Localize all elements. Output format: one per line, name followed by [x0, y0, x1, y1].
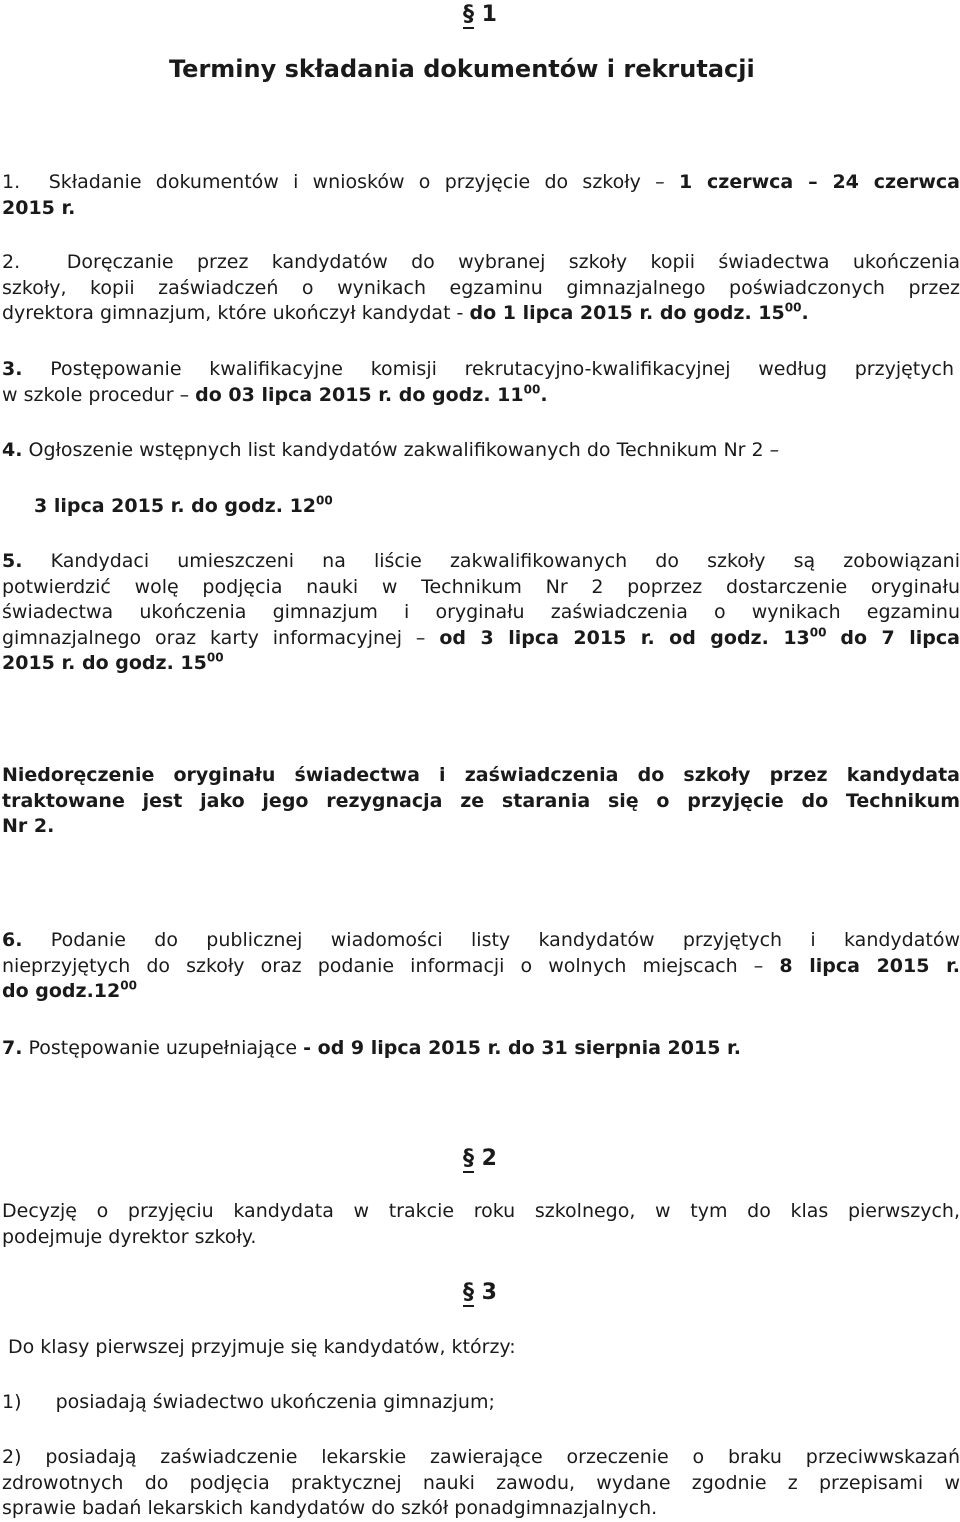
- warning-paragraph: [2, 763, 960, 840]
- item-number: 1.: [2, 171, 21, 193]
- item-text-line: Podanie do publicznej wiadomości listy kandydatów przyjętych i kandydatów: [50, 929, 960, 951]
- schedule-item-6: [2, 928, 960, 1005]
- item-number: 6.: [2, 929, 23, 951]
- item-text-line: gimnazjalnego oraz karty informacyjnej –: [2, 626, 426, 649]
- item-number: 5.: [2, 550, 23, 572]
- requirement-number: 2): [2, 1446, 22, 1468]
- item-number: 2.: [2, 251, 21, 273]
- section-3-heading: [463, 1280, 497, 1305]
- paragraph-sign: §: [463, 2, 474, 27]
- warning-line: Nr 2.: [2, 815, 55, 837]
- item-deadline-minutes: 00: [316, 493, 333, 508]
- schedule-item-5: [2, 549, 960, 677]
- item-text-line: nieprzyjętych do szkoły oraz podanie informacji o wolnych miejscach –: [2, 954, 764, 977]
- schedule-item-7: [2, 1036, 741, 1062]
- paragraph-sign: §: [463, 1280, 474, 1305]
- item-text: Składanie dokumentów i wniosków o przyjęcie do szkoły –: [48, 171, 665, 193]
- item-deadline-minutes: 00: [120, 978, 137, 993]
- item-deadline: 8 lipca 2015 r.: [779, 954, 960, 977]
- warning-line: traktowane jest jako jego rezygnacja ze starania się o przyjęcie do Technikum: [2, 789, 960, 812]
- item-date-year: 2015 r.: [2, 196, 76, 219]
- item-text-line: potwierdzić wolę podjęcia nauki w Technikum Nr 2 poprzez dostarczenie oryginału: [2, 575, 960, 598]
- item-deadline-minutes: 00: [809, 625, 827, 640]
- requirement-text: posiadają świadectwo ukończenia gimnazjum;: [55, 1391, 495, 1413]
- item-date: 1 czerwca – 24 czerwca: [678, 171, 960, 193]
- item-text: Postępowanie uzupełniające: [28, 1037, 298, 1059]
- item-deadline: do 03 lipca 2015 r. do godz. 11: [195, 383, 524, 406]
- requirement-number: 1): [2, 1391, 22, 1413]
- item-deadline-start: od 3 lipca 2015 r. od godz. 13: [439, 626, 810, 649]
- item-deadline-minutes: 00: [523, 382, 541, 397]
- section-number: 1: [481, 2, 497, 27]
- warning-line: Niedoręczenie oryginału świadectwa i zaświadczenia do szkoły przez kandydata: [2, 764, 960, 786]
- section-2-text: [2, 1199, 960, 1250]
- item-number: 4.: [2, 439, 23, 461]
- schedule-item-3: [2, 357, 954, 408]
- schedule-item-2: [2, 250, 960, 327]
- item-deadline: 3 lipca 2015 r. do godz. 12: [34, 495, 317, 517]
- item-deadline: do 1 lipca 2015 r. do godz. 15: [469, 302, 785, 324]
- schedule-item-1: [2, 170, 960, 221]
- item-deadline-end: do 7 lipca: [840, 626, 960, 649]
- item-text-line: szkoły, kopii zaświadczeń o wynikach egzaminu gimnazjalnego poświadczonych przez: [2, 276, 960, 299]
- section-3-intro: Do klasy pierwszej przyjmuje się kandydatów, którzy:: [8, 1336, 516, 1358]
- paragraph-sign: §: [463, 1146, 474, 1171]
- requirement-text-line: posiadają zaświadczenie lekarskie zawierające orzeczenie o braku przeciwwskazań: [45, 1446, 960, 1468]
- section-number: 3: [481, 1280, 497, 1305]
- section-2-heading: [463, 1146, 497, 1171]
- schedule-item-4-date: [34, 494, 333, 520]
- item-text-line: Doręczanie przez kandydatów do wybranej szkoły kopii świadectwa ukończenia: [66, 251, 960, 273]
- item-deadline-minutes: 00: [784, 300, 802, 315]
- item-deadline-end-year: 2015 r. do godz. 15: [2, 652, 207, 674]
- item-text-line: dyrektora gimnazjum, które ukończył kandydat -: [2, 302, 464, 324]
- item-text-line: Postępowanie kwalifikacyjne komisji rekrutacyjno-kwalifikacyjnej według przyjętych: [50, 358, 954, 380]
- item-end: .: [540, 383, 548, 406]
- section-number: 2: [481, 1146, 497, 1171]
- item-deadline: - od 9 lipca 2015 r. do 31 sierpnia 2015 r.: [303, 1037, 741, 1059]
- item-text-line: Ogłoszenie wstępnych list kandydatów zakwalifikowanych do Technikum Nr 2 –: [28, 439, 780, 461]
- section-1-heading: [463, 2, 497, 27]
- item-number: 7.: [2, 1037, 23, 1059]
- item-end: .: [801, 302, 809, 324]
- item-deadline-time: do godz.12: [2, 980, 121, 1002]
- requirement-1: [2, 1390, 495, 1416]
- text-line: Decyzję o przyjęciu kandydata w trakcie roku szkolnego, w tym do klas pierwszych,: [2, 1200, 960, 1222]
- requirement-2: [2, 1445, 960, 1522]
- requirement-text-line: sprawie badań lekarskich kandydatów do szkół ponadgimnazjalnych.: [2, 1497, 658, 1519]
- item-number: 3.: [2, 358, 23, 380]
- schedule-item-4: [2, 438, 779, 464]
- item-text-line: w szkole procedur –: [2, 383, 190, 406]
- item-text-line: świadectwa ukończenia gimnazjum i oryginału zaświadczenia o wynikach egzaminu: [2, 601, 960, 623]
- item-text-line: Kandydaci umieszczeni na liście zakwalifikowanych do szkoły są zobowiązani: [50, 550, 960, 572]
- item-deadline-minutes: 00: [206, 650, 224, 665]
- document-title: Terminy składania dokumentów i rekrutacji: [169, 55, 755, 83]
- requirement-text-line: zdrowotnych do podjęcia praktycznej nauki zawodu, wydane zgodnie z przepisami w: [2, 1471, 960, 1494]
- text-line: podejmuje dyrektor szkoły.: [2, 1225, 257, 1248]
